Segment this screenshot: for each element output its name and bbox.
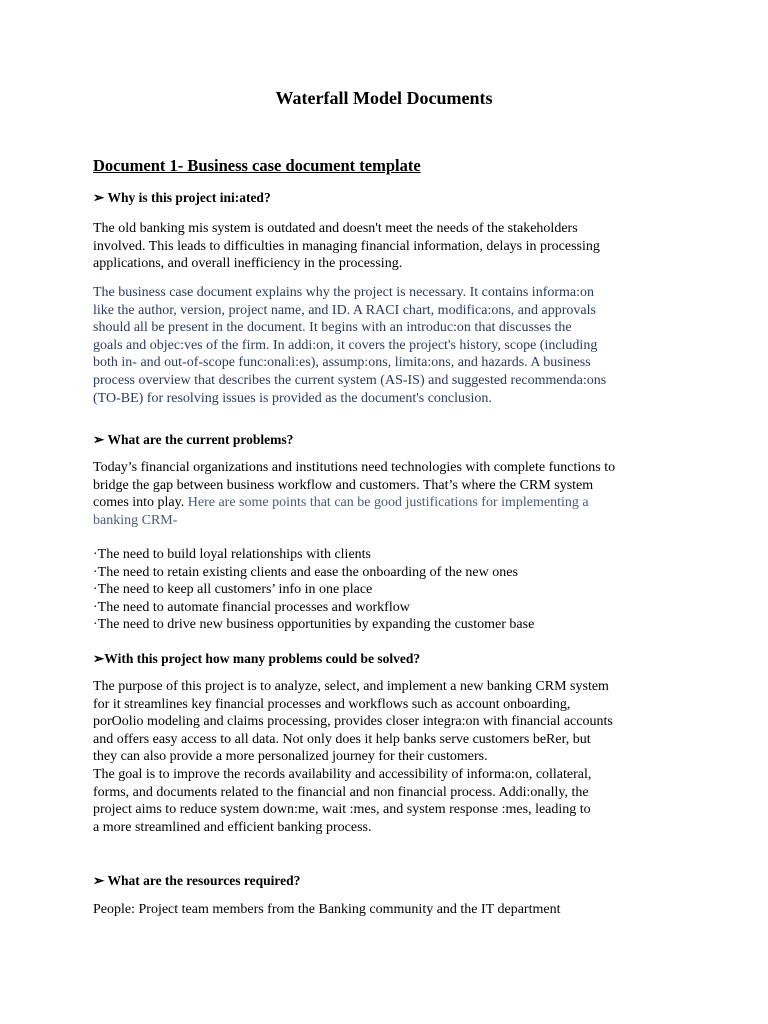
paragraph-crm-need — [93, 459, 683, 529]
paragraph-crm-need-highlight: Here are some points that can be good justifications for implementing a banking CRM- — [93, 495, 589, 528]
list-item: ·The need to build loyal relationships with clients — [93, 547, 371, 562]
paragraph-old-system: The old banking mis system is outdated and doesn't meet the needs of the stakeholders involved. This leads to difficulties in managing financial information, delays in processing applications, and overall inefficiency in the processing. — [93, 221, 600, 272]
question-why-initiated: ➢ Why is this project ini:ated? — [93, 190, 271, 205]
list-item: ·The need to keep all customers’ info in one place — [93, 582, 373, 597]
page-title: Waterfall Model Documents — [275, 88, 493, 108]
paragraph-business-case: The business case document explains why the project is necessary. It contains informa:on like the author, version, project name, and ID. A RACI chart, modifica:ons, and approvals should all be present in the document. It begins with an introduc:on that discusses the goals and objec:ves of the firm. In addi:on, it covers the project's history, scope (including both in- and out-of-scope func:onali:es), assump:ons, limita:ons, and hazards. A business process overview that describes the current system (AS-IS) and suggested recommenda:ons (TO-BE) for resolving issues is provided as the document's conclusion. — [93, 285, 607, 406]
needs-bullet-list — [93, 546, 534, 634]
paragraph-crm-need-main: Today’s financial organizations and institutions need technologies with complete functions to bridge the gap between business workflow and customers. That’s where the CRM system comes into play. — [93, 460, 616, 511]
question-resources-required: ➢ What are the resources required? — [93, 873, 301, 888]
paragraph-project-purpose: The purpose of this project is to analyze, select, and implement a new banking CRM system for it streamlines key financial processes and workflows such as account onboarding, porOolio modeling and claims processing, provides closer integra:on with financial accounts and offers easy access to all data. Not only does it help banks serve customers beRer, but they can also provide a more personalized journey for their customers. The goal is to improve the records availability and accessibility of informa:on, collateral, forms, and documents related to the financial and non financial process. Addi:onally, the project aims to reduce system down:me, wait :mes, and system response :mes, leading to a more streamlined and efficient banking process. — [93, 679, 613, 835]
list-item: ·The need to drive new business opportunities by expanding the customer base — [93, 617, 535, 632]
list-item: ·The need to retain existing clients and ease the onboarding of the new ones — [93, 564, 518, 580]
question-current-problems: ➢ What are the current problems? — [93, 432, 294, 447]
question-problems-solved: ➢With this project how many problems could be solved? — [93, 651, 421, 666]
paragraph-people-resources: People: Project team members from the Banking community and the IT department — [93, 902, 561, 917]
list-item: ·The need to automate financial processes and workflow — [93, 599, 410, 615]
document-heading: Document 1- Business case document template — [93, 156, 421, 175]
